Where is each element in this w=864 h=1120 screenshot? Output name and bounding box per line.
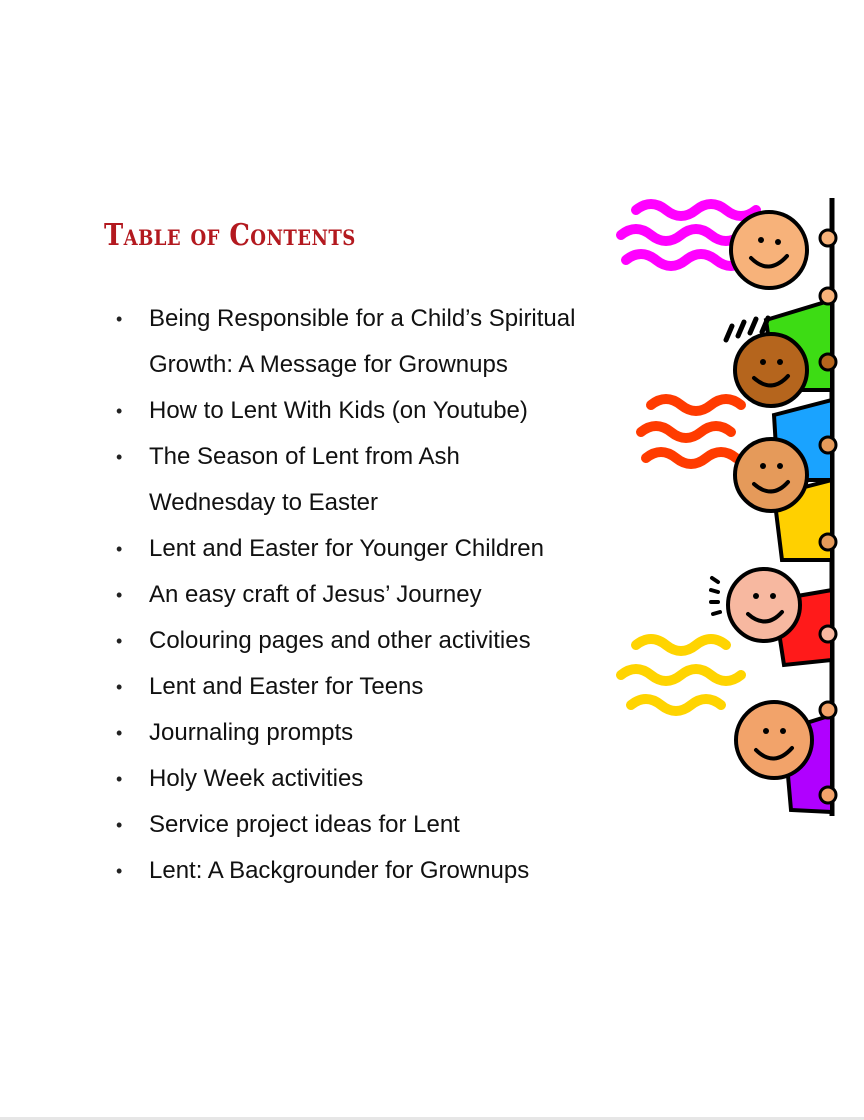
- toc-item-line: Journaling prompts: [149, 719, 354, 746]
- kid-red-shirt: [711, 569, 836, 665]
- bullet-icon: •: [116, 631, 123, 651]
- toc-item-line: An easy craft of Jesus’ Journey: [149, 581, 482, 608]
- toc-item-line: Being Responsible for a Child’s Spiritual: [149, 305, 576, 332]
- list-item: [0, 756, 620, 802]
- bullet-icon: •: [116, 539, 123, 559]
- list-item: [0, 572, 620, 618]
- bullet-icon: •: [116, 723, 123, 743]
- bullet-icon: •: [116, 309, 123, 329]
- bullet-icon: •: [116, 677, 123, 697]
- list-item: [0, 710, 620, 756]
- bullet-icon: •: [116, 401, 123, 421]
- bullet-icon: •: [116, 815, 123, 835]
- list-item: [0, 664, 620, 710]
- list-item: [0, 296, 620, 388]
- toc-item-line: Growth: A Message for Grownups: [149, 351, 508, 378]
- list-item: [0, 526, 620, 572]
- toc-title: Table of Contents: [104, 218, 356, 253]
- toc-item-line: Lent: A Backgrounder for Grownups: [149, 857, 530, 884]
- toc-item-line: Service project ideas for Lent: [149, 811, 460, 838]
- list-item: [0, 848, 620, 894]
- toc-item-line: Lent and Easter for Teens: [149, 673, 424, 700]
- bullet-icon: •: [116, 447, 123, 467]
- bullet-icon: •: [116, 861, 123, 881]
- toc-item-line: How to Lent With Kids (on Youtube): [149, 397, 528, 424]
- list-item: [0, 618, 620, 664]
- toc-item-line: The Season of Lent from Ash: [149, 443, 460, 470]
- toc-item-line: Colouring pages and other activities: [149, 627, 531, 654]
- list-item: [0, 802, 620, 848]
- toc-item-line: Holy Week activities: [149, 765, 364, 792]
- bullet-icon: •: [116, 585, 123, 605]
- toc-item-line: Wednesday to Easter: [149, 489, 379, 516]
- cartoon-children-illustration: [606, 150, 846, 830]
- toc-list: [0, 296, 620, 894]
- toc-item-line: Lent and Easter for Younger Children: [149, 535, 544, 562]
- list-item: [0, 434, 620, 526]
- bullet-icon: •: [116, 769, 123, 789]
- list-item: [0, 388, 620, 434]
